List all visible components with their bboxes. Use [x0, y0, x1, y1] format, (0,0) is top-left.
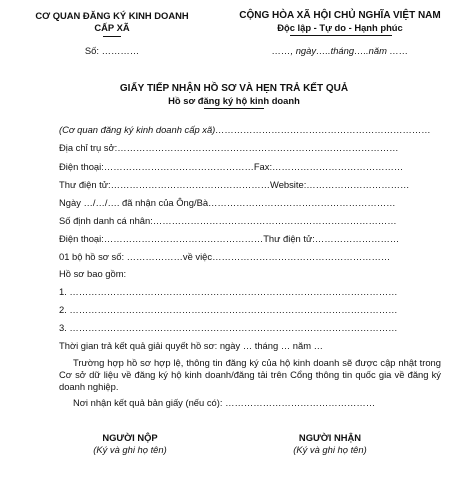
phone-fax-field: Điện thoại:…………………………………………Fax:…………………………………… [59, 161, 404, 172]
personal-id-field: Số định danh cá nhân:…………………………………………………………………… [59, 215, 397, 226]
form-subtitle: Hồ sơ đăng ký hộ kinh doanh [168, 95, 300, 106]
motto: Độc lập - Tự do - Hạnh phúc [277, 22, 403, 33]
receiver-title: NGƯỜI NHẬN [298, 432, 362, 443]
address-field: Địa chỉ trụ sở:……………………………………………………………………………… [59, 142, 399, 153]
contact-field: Điện thoại:……………………………………………Thư điện tử:……………………… [59, 233, 400, 244]
agency-name: CƠ QUAN ĐĂNG KÝ KINH DOANH [35, 10, 189, 21]
form-title: GIẤY TIẾP NHẬN HỒ SƠ VÀ HẸN TRẢ KẾT QUẢ [119, 83, 349, 94]
dossier-item-2: 2. …………………………………………………………………………………………… [59, 304, 398, 315]
update-note: Trường hợp hồ sơ hợp lệ, thông tin đăng ký của hộ kinh doanh sẽ được cập nhật trong Cơ sở dữ liệu về đăng ký hộ kinh doanh/đăng tải trên Cổng thông tin quốc gia về đăng ký doanh nghiệp. [59, 357, 441, 392]
submitter-title: NGƯỜI NỘP [102, 432, 158, 443]
agency-field: (Cơ quan đăng ký kinh doanh cấp xã)…………………………………………………………… [59, 124, 431, 135]
agency-level: CẤP XÃ [94, 22, 130, 33]
republic-title: CỘNG HÒA XÃ HỘI CHỦ NGHĨA VIỆT NAM [239, 10, 441, 21]
email-website-field: Thư điện tử:……………………………………………Website:…………………………… [59, 179, 410, 190]
submitter-sign-note: (Ký và ghi họ tên) [93, 444, 167, 455]
motto-underline [290, 35, 392, 36]
title-underline [204, 108, 264, 109]
paper-result-place: Nơi nhận kết quả bản giấy (nếu có): ………………………………………… [73, 397, 376, 408]
agency-underline [103, 36, 121, 37]
receiver-sign-note: (Ký và ghi họ tên) [293, 444, 367, 455]
dossier-item-1: 1. …………………………………………………………………………………………… [59, 286, 398, 297]
dossier-includes-label: Hồ sơ bao gồm: [59, 268, 127, 279]
dossier-field: 01 bộ hồ sơ số: ………………về việc………………………………………………… [59, 251, 391, 262]
issue-date: ……, ngày…..tháng…..năm …… [271, 45, 409, 56]
document-number: Số: ………… [84, 45, 140, 56]
received-date-field: Ngày …/…/…. đã nhận của Ông/Bà…………………………………………………… [59, 197, 396, 208]
dossier-item-3: 3. …………………………………………………………………………………………… [59, 322, 398, 333]
result-deadline: Thời gian trả kết quả giải quyết hồ sơ: ngày … tháng … năm … [59, 340, 323, 351]
